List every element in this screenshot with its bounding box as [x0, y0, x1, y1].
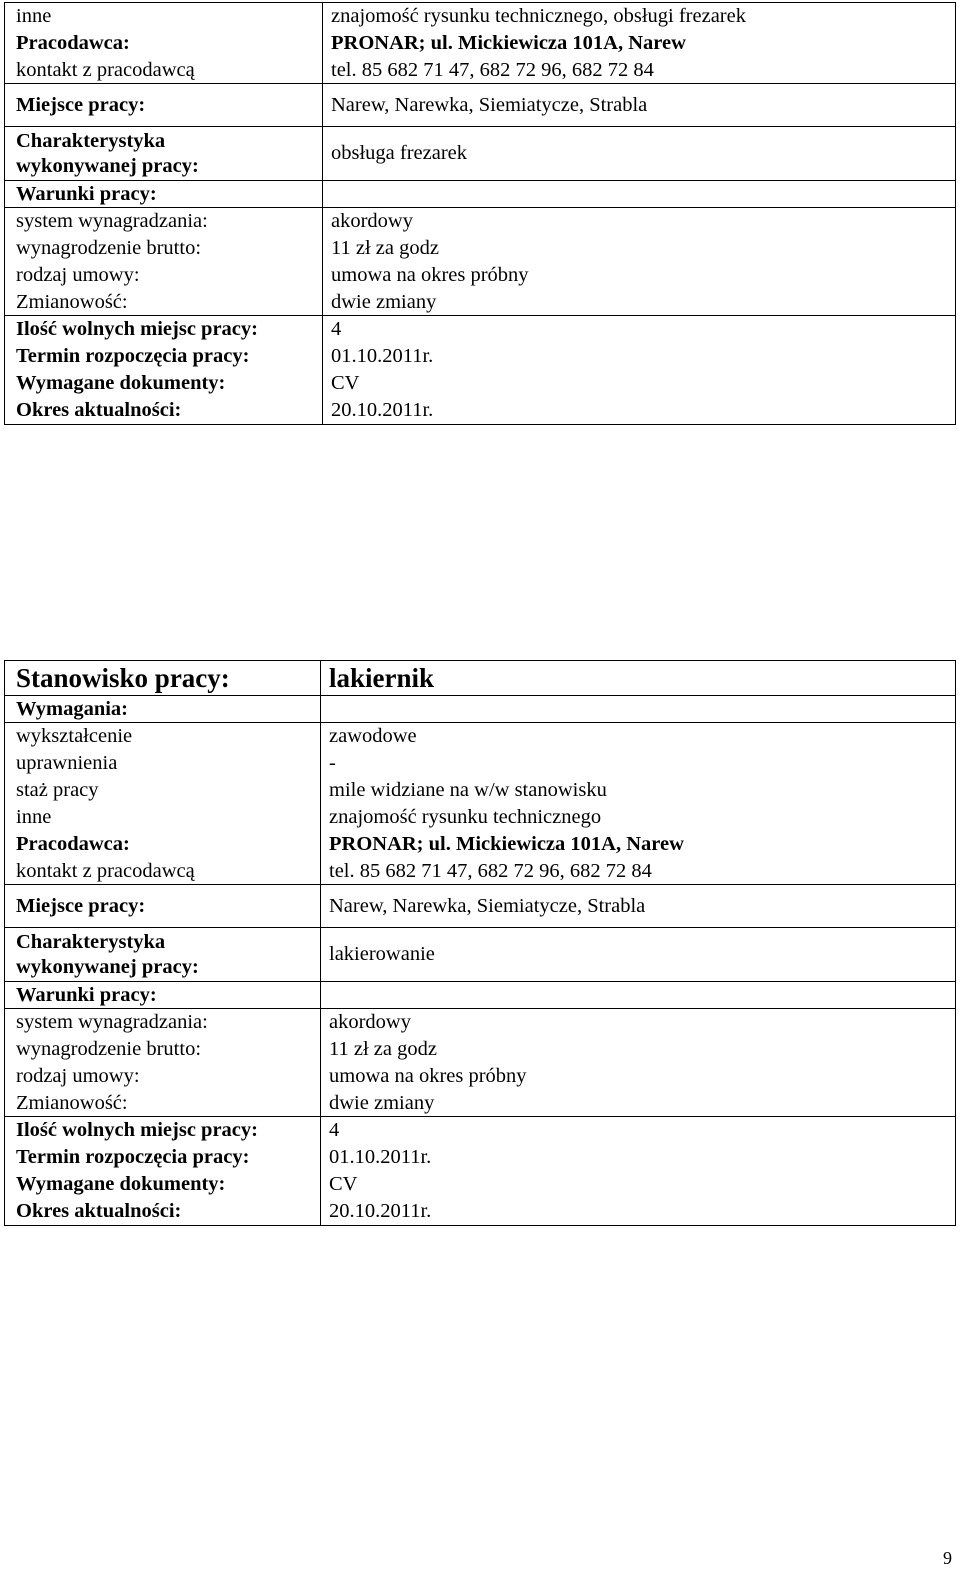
- row-stanowisko: [5, 661, 955, 696]
- value-rodzaj: umowa na okres próbny: [331, 264, 529, 286]
- value-dokumenty: CV: [329, 1173, 358, 1195]
- label-system: system wynagradzania:: [5, 208, 323, 235]
- label-kontakt: kontakt z pracodawcą: [5, 57, 323, 83]
- value-termin: 01.10.2011r.: [329, 1146, 432, 1168]
- row-staz: [5, 777, 955, 804]
- value-warunki: [321, 982, 955, 1008]
- row-kontakt: [5, 57, 955, 84]
- label-miejsce: Miejsce pracy:: [5, 84, 323, 126]
- value-inne: znajomość rysunku technicznego: [329, 806, 602, 828]
- label-okres: Okres aktualności:: [5, 1198, 321, 1225]
- row-dokumenty: [5, 370, 955, 397]
- row-kontakt: [5, 858, 955, 885]
- value-system: akordowy: [329, 1011, 411, 1033]
- label-okres: Okres aktualności:: [5, 397, 323, 424]
- label-inne: inne: [5, 3, 323, 30]
- label-wyksztalcenie: wykształcenie: [5, 723, 321, 750]
- row-rodzaj: [5, 1063, 955, 1090]
- value-ilosc: 4: [331, 318, 342, 340]
- row-zmianowosc: [5, 1090, 955, 1117]
- value-miejsce: Narew, Narewka, Siemiatycze, Strabla: [329, 895, 646, 917]
- value-wynagrodzenie: 11 zł za godz: [331, 237, 439, 259]
- row-rodzaj: [5, 262, 955, 289]
- row-uprawnienia: [5, 750, 955, 777]
- value-pracodawca: PRONAR; ul. Mickiewicza 101A, Narew: [329, 833, 684, 855]
- label-rodzaj: rodzaj umowy:: [5, 262, 323, 289]
- label-wynagrodzenie: wynagrodzenie brutto:: [5, 1036, 321, 1063]
- value-warunki: [323, 181, 955, 207]
- row-charakterystyka: [5, 127, 955, 181]
- value-termin: 01.10.2011r.: [331, 345, 434, 367]
- label-pracodawca: Pracodawca:: [5, 30, 323, 57]
- row-miejsce: [5, 84, 955, 127]
- row-wyksztalcenie: [5, 723, 955, 750]
- row-system: [5, 1009, 955, 1036]
- row-pracodawca: [5, 831, 955, 858]
- value-dokumenty: CV: [331, 372, 360, 394]
- value-okres: 20.10.2011r.: [331, 399, 434, 421]
- value-staz: mile widziane na w/w stanowisku: [329, 779, 607, 801]
- label-staz: staż pracy: [5, 777, 321, 804]
- label-dokumenty: Wymagane dokumenty:: [5, 1171, 321, 1198]
- value-miejsce: Narew, Narewka, Siemiatycze, Strabla: [331, 94, 648, 116]
- row-pracodawca: [5, 30, 955, 57]
- label-charakterystyka-line1: Charakterystyka: [16, 130, 166, 152]
- row-okres: [5, 397, 955, 424]
- row-wymagania: [5, 696, 955, 723]
- row-ilosc: [5, 316, 955, 343]
- label-kontakt: kontakt z pracodawcą: [5, 858, 321, 884]
- label-zmianowosc: Zmianowość:: [5, 289, 323, 315]
- value-charakterystyka: lakierowanie: [329, 943, 435, 965]
- label-ilosc: Ilość wolnych miejsc pracy:: [5, 316, 323, 343]
- label-charakterystyka-line2: wykonywanej pracy:: [16, 155, 199, 177]
- value-rodzaj: umowa na okres próbny: [329, 1065, 527, 1087]
- job-offer-table-top: [4, 2, 956, 425]
- value-inne: znajomość rysunku technicznego, obsługi frezarek: [331, 5, 746, 27]
- value-wyksztalcenie: zawodowe: [329, 725, 417, 747]
- row-system: [5, 208, 955, 235]
- value-okres: 20.10.2011r.: [329, 1200, 432, 1222]
- row-termin: [5, 1144, 955, 1171]
- label-warunki: Warunki pracy:: [5, 982, 321, 1008]
- value-uprawnienia: -: [329, 752, 336, 774]
- label-termin: Termin rozpoczęcia pracy:: [5, 1144, 321, 1171]
- row-warunki: [5, 982, 955, 1009]
- row-ilosc: [5, 1117, 955, 1144]
- row-dokumenty: [5, 1171, 955, 1198]
- label-termin: Termin rozpoczęcia pracy:: [5, 343, 323, 370]
- label-pracodawca: Pracodawca:: [5, 831, 321, 858]
- label-charakterystyka: [5, 127, 323, 180]
- value-kontakt: tel. 85 682 71 47, 682 72 96, 682 72 84: [329, 860, 652, 882]
- value-pracodawca: PRONAR; ul. Mickiewicza 101A, Narew: [331, 32, 686, 54]
- row-wynagrodzenie: [5, 1036, 955, 1063]
- value-wymagania: [321, 696, 955, 722]
- row-termin: [5, 343, 955, 370]
- page-number: 9: [943, 1548, 952, 1568]
- row-zmianowosc: [5, 289, 955, 316]
- label-warunki: Warunki pracy:: [5, 181, 323, 207]
- label-wymagania: Wymagania:: [5, 696, 321, 722]
- job-offer-table-lakiernik: [4, 660, 956, 1226]
- label-inne: inne: [5, 804, 321, 831]
- label-charakterystyka: [5, 928, 321, 981]
- label-miejsce: Miejsce pracy:: [5, 885, 321, 927]
- label-charakterystyka-line1: Charakterystyka: [16, 931, 166, 953]
- row-wynagrodzenie: [5, 235, 955, 262]
- row-inne: [5, 804, 955, 831]
- value-wynagrodzenie: 11 zł za godz: [329, 1038, 437, 1060]
- value-ilosc: 4: [329, 1119, 340, 1141]
- value-system: akordowy: [331, 210, 413, 232]
- label-system: system wynagradzania:: [5, 1009, 321, 1036]
- label-ilosc: Ilość wolnych miejsc pracy:: [5, 1117, 321, 1144]
- label-charakterystyka-line2: wykonywanej pracy:: [16, 956, 199, 978]
- value-stanowisko: lakiernik: [329, 663, 435, 693]
- value-zmianowosc: dwie zmiany: [331, 291, 437, 313]
- row-charakterystyka: [5, 928, 955, 982]
- value-charakterystyka: obsługa frezarek: [331, 142, 468, 164]
- label-zmianowosc: Zmianowość:: [5, 1090, 321, 1116]
- label-dokumenty: Wymagane dokumenty:: [5, 370, 323, 397]
- row-miejsce: [5, 885, 955, 928]
- value-zmianowosc: dwie zmiany: [329, 1092, 435, 1114]
- label-rodzaj: rodzaj umowy:: [5, 1063, 321, 1090]
- label-uprawnienia: uprawnienia: [5, 750, 321, 777]
- row-warunki: [5, 181, 955, 208]
- row-okres: [5, 1198, 955, 1225]
- row-inne: [5, 3, 955, 30]
- value-kontakt: tel. 85 682 71 47, 682 72 96, 682 72 84: [331, 59, 654, 81]
- label-stanowisko: Stanowisko pracy:: [5, 661, 321, 695]
- label-wynagrodzenie: wynagrodzenie brutto:: [5, 235, 323, 262]
